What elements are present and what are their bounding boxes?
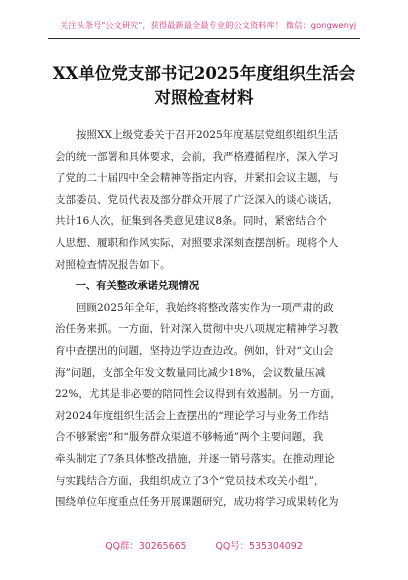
body-line: 22%，尤其是非必要的陪同性会议得到有效遏制。另一方面， — [55, 388, 341, 401]
body-line: 海”问题，支部全年发文数量同比减少18%，会议数量压减 — [55, 366, 326, 379]
document-title — [30, 62, 378, 110]
body-line: 对照检查情况报告如下。 — [55, 258, 171, 271]
footer-qq-group: QQ群：30265665 — [105, 541, 187, 552]
footer-contact — [0, 538, 408, 552]
section-1-paragraph — [55, 298, 358, 514]
header-divider — [48, 38, 360, 39]
document-title-line-2: 对照检查材料 — [154, 88, 254, 107]
body-line: 牵头制定了7条具体整改措施，并逐一销号落实。在推动理论 — [55, 452, 335, 465]
body-line: 与实践结合方面，我组织成立了3个“党员技术攻关小组”， — [55, 474, 325, 487]
body-line: 共计16人次，征集到各类意见建议8条。同时，紧密结合个 — [55, 215, 328, 228]
body-line: 治任务来抓。一方面，针对深入贯彻中央八项规定精神学习教 — [55, 323, 339, 336]
body-line: 了党的二十届四中全会精神等指定内容，并紧扣会议主题，与 — [55, 172, 339, 185]
header-banner: 关注头条号"公文研究"，获得最新最全最专业的公文资料库！ 微信：gongwenyj — [60, 20, 357, 30]
body-line: 育中查摆出的问题，坚持边学边查边改。例如，针对“文山会 — [55, 344, 334, 357]
document-title-line-1: XX单位党支部书记2025年度组织生活会 — [52, 64, 356, 83]
body-line: 按照XX上级党委关于召开2025年度基层党组织组织生活 — [76, 129, 339, 141]
body-line: 对2024年度组织生活会上查摆出的“理论学习与业务工作结 — [55, 409, 329, 422]
footer-qq-number: QQ号：535304092 — [215, 541, 303, 552]
intro-paragraph — [55, 125, 358, 276]
body-line: 围绕单位年度重点任务开展课题研究，成功将学习成果转化为 — [55, 496, 339, 509]
body-line: 支部委员、党员代表及部分群众开展了广泛深入的谈心谈话， — [55, 193, 339, 206]
body-line: 会的统一部署和具体要求，会前，我严格遵循程序，深入学习 — [55, 150, 339, 163]
body-line: 合不够紧密”和“服务群众渠道不够畅通”两个主要问题，我 — [55, 431, 324, 444]
document-body — [55, 125, 358, 514]
body-line: 人思想、履职和作风实际，对照要求深刻查摆剖析。现将个人 — [55, 236, 339, 249]
body-line: 回顾2025年全年，我始终将整改落实作为一项严肃的政 — [76, 301, 334, 314]
section-heading: 一、有关整改承诺兑现情况 — [75, 280, 200, 293]
